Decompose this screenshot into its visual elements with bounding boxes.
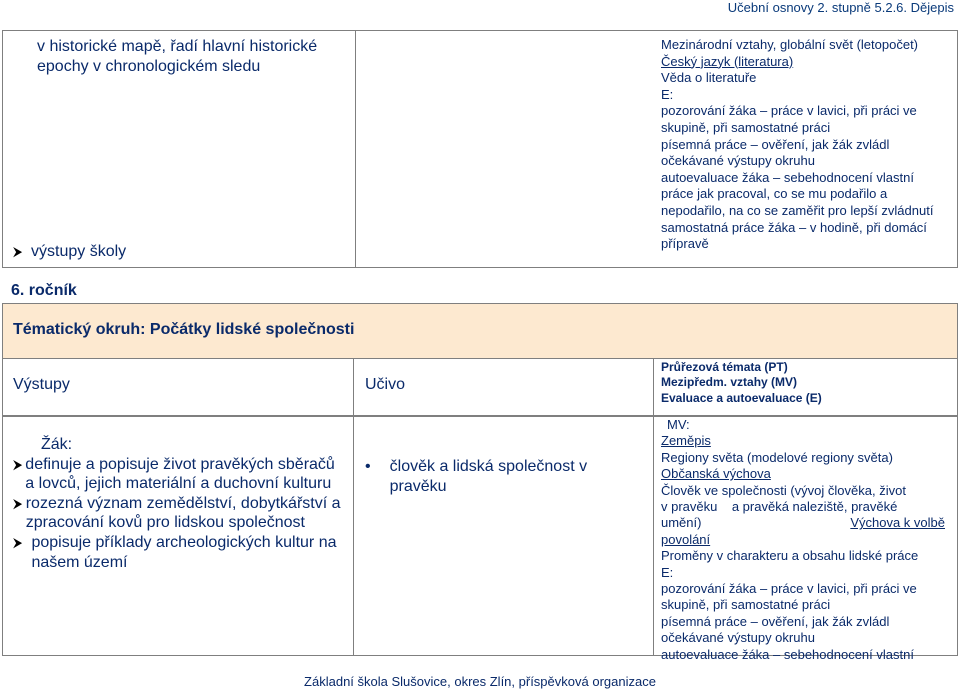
- line: přípravě: [661, 236, 709, 252]
- grade-label: 6. ročník: [11, 282, 77, 299]
- line-part: a pravěká naleziště, pravěké: [731, 499, 898, 515]
- line: Člověk ve společnosti (vývoj člověka, život: [661, 482, 906, 498]
- line: Regiony světa (modelové regiony světa): [661, 449, 893, 465]
- bullet-text: výstupy školy: [31, 243, 127, 260]
- line: očekávané výstupy okruhu: [661, 630, 815, 646]
- line-part: v pravěku: [661, 499, 718, 515]
- arrow-bullet-icon: ⮞: [13, 495, 23, 511]
- subject-link: povolání: [661, 531, 711, 547]
- right-cell-text: [661, 37, 957, 253]
- line: [661, 515, 957, 531]
- outputs-cell: [13, 435, 343, 572]
- line: autoevaluace žáka – sebehodnocení vlastní: [661, 646, 914, 662]
- line: E:: [661, 564, 674, 580]
- line: práce jak pracoval, co se mu podařilo a: [661, 186, 888, 202]
- document-header: Učební osnovy 2. stupně 5.2.6. Dějepis: [727, 0, 954, 15]
- topic-banner: [2, 303, 958, 359]
- line: samostatná práce žáka – v hodině, při domácí: [661, 219, 927, 235]
- mv-label: MV:: [667, 417, 690, 432]
- line: očekávané výstupy okruhu: [661, 153, 815, 169]
- left-cell-text: v historické mapě, řadí hlavní historické epochy v chronologickém sledu: [37, 38, 318, 75]
- output-text: rozezná význam zemědělství, dobytkářství a zpracování kovů pro lidskou společnost: [25, 494, 341, 532]
- header-line: Průřezová témata (PT): [661, 360, 788, 374]
- header-line: Mezipředm. vztahy (MV): [661, 375, 798, 390]
- line: [661, 499, 957, 515]
- column-divider: [653, 417, 654, 655]
- column-header-row: [2, 358, 958, 416]
- column-header-curriculum: Učivo: [365, 376, 406, 393]
- output-item: [13, 494, 343, 533]
- line: autoevaluace žáka – sebehodnocení vlastní: [661, 169, 914, 185]
- document-footer: Základní škola Slušovice, okres Zlín, příspěvková organizace: [304, 674, 656, 689]
- curriculum-item: [365, 457, 635, 496]
- line: pozorování žáka – práce v lavici, při práci ve: [661, 581, 917, 597]
- column-header-themes: [661, 360, 822, 406]
- curriculum-text: člověk a lidská společnost v pravěku: [389, 458, 588, 495]
- arrow-bullet-icon: ⮞: [13, 456, 23, 472]
- line: Věda o literatuře: [661, 70, 757, 86]
- themes-cell: [661, 417, 957, 663]
- line: E:: [661, 86, 674, 102]
- output-item: [13, 533, 343, 572]
- content-row: [2, 416, 958, 662]
- arrow-bullet-icon: ⮞: [13, 534, 23, 550]
- column-divider: [355, 31, 356, 267]
- bullet-dot-icon: •: [365, 458, 371, 475]
- pupil-label: Žák:: [41, 436, 73, 453]
- subject-link: Výchova k volbě: [850, 515, 945, 531]
- column-header-outputs: Výstupy: [13, 376, 70, 393]
- line: nepodařilo, na co se zaměřit pro lepší zvládnutí: [661, 202, 934, 218]
- line: pozorování žáka – práce v lavici, při práci ve: [661, 103, 917, 119]
- column-divider: [353, 417, 354, 655]
- arrow-bullet-icon: ⮞: [13, 244, 23, 259]
- column-divider: [653, 358, 654, 415]
- line: Proměny v charakteru a obsahu lidské práce: [661, 548, 919, 564]
- output-text: popisuje příklady archeologických kultur na našem území: [31, 533, 337, 571]
- subject-link: Zeměpis: [661, 433, 711, 449]
- curriculum-cell: [365, 457, 635, 496]
- line: písemná práce – ověření, jak žák zvládl: [661, 136, 890, 152]
- line-part: umění): [661, 515, 702, 531]
- output-item: [13, 455, 343, 494]
- line: Mezinárodní vztahy, globální svět (letopočet): [661, 37, 919, 52]
- column-divider: [353, 358, 354, 415]
- line: [661, 54, 957, 71]
- output-text: definuje a popisuje život pravěkých sběračů a lovců, jejich materiální a duchovní kulturu: [25, 455, 335, 493]
- line: skupině, při samostatné práci: [661, 119, 831, 135]
- left-cell-bullet: [13, 243, 126, 261]
- line: skupině, při samostatné práci: [661, 597, 831, 613]
- header-line: Evaluace a autoevaluace (E): [661, 390, 822, 405]
- top-table: [2, 30, 958, 268]
- topic-title: Tématický okruh: Počátky lidské společnosti: [13, 321, 355, 338]
- line-text: Český jazyk (literatura): [661, 53, 794, 69]
- subject-link: Občanská výchova: [661, 466, 771, 482]
- line: písemná práce – ověření, jak žák zvládl: [661, 613, 890, 629]
